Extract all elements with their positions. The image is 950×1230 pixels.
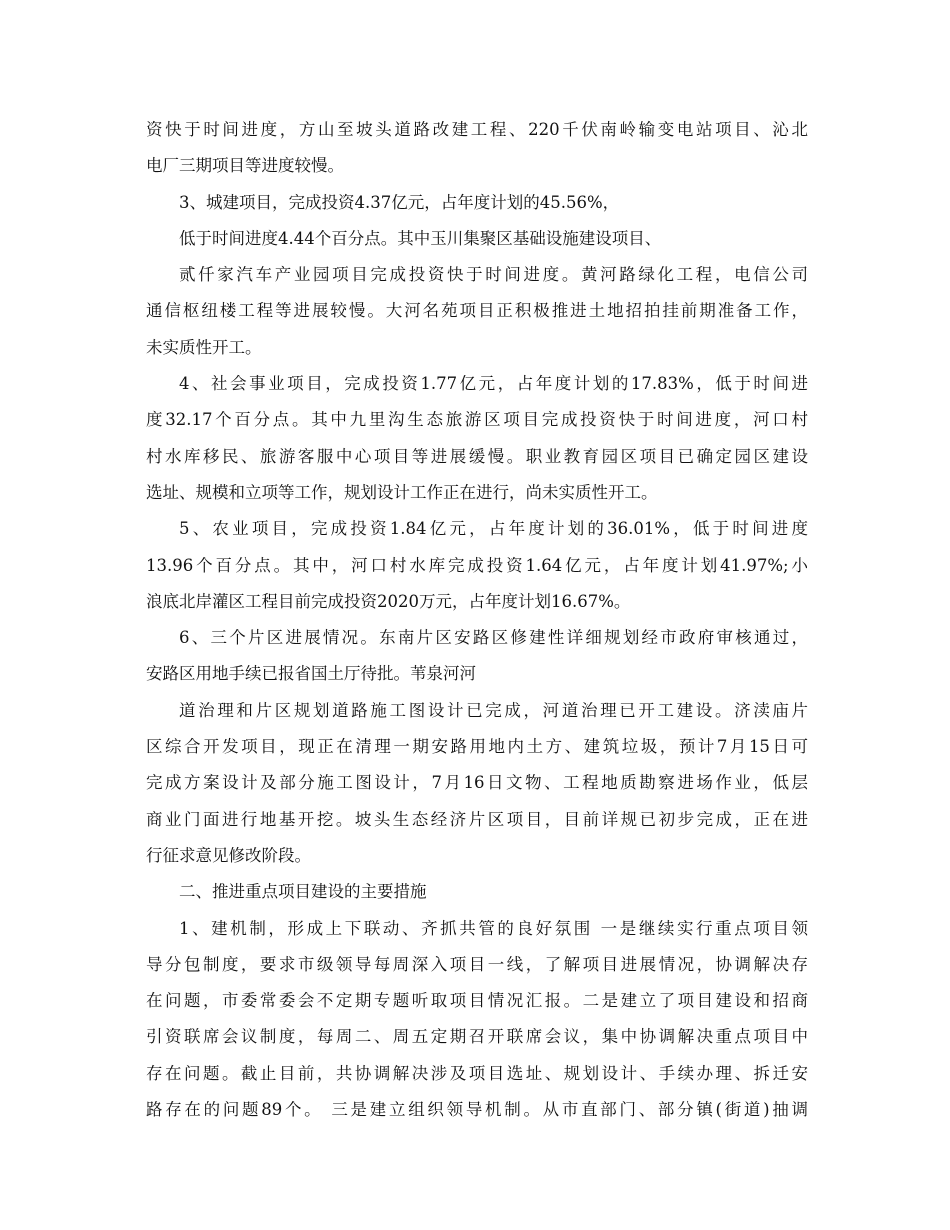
text-line: 道治理和片区规划道路施工图设计已完成，河道治理已开工建设。济渎庙片 xyxy=(179,700,808,720)
text-line: 资快于时间进度，方山至坡头道路改建工程、220千伏南岭输变电站项目、沁北 xyxy=(146,120,808,139)
text-line: 通信枢纽楼工程等进展较慢。大河名苑项目正积极推进土地招拍挂前期准备工作， xyxy=(146,301,808,321)
document-body xyxy=(146,112,808,1128)
text-line: 13.96个百分点。其中，河口村水库完成投资1.64亿元，占年度计划41.97%;小 xyxy=(146,555,808,575)
text-line: 选址、规模和立项等工作，规划设计工作正在进行，尚未实质性开工。 xyxy=(146,482,658,502)
section-heading: 二、推进重点项目建设的主要措施 xyxy=(179,882,427,902)
text-line: 低于时间进度4.44个百分点。其中玉川集聚区基础设施建设项目、 xyxy=(179,228,662,248)
text-line: 1、建机制，形成上下联动、齐抓共管的良好氛围 一是继续实行重点项目领 xyxy=(179,918,808,938)
text-line: 浪底北岸灌区工程目前完成投资2020万元，占年度计划16.67%。 xyxy=(146,591,631,611)
text-line: 电厂三期项目等进度较慢。 xyxy=(146,156,344,176)
text-line: 行征求意见修改阶段。 xyxy=(146,845,311,865)
text-line: 引资联席会议制度，每周二、周五定期召开联席会议，集中协调解决重点项目中 xyxy=(146,1027,808,1047)
text-line: 6、三个片区进展情况。东南片区安路区修建性详细规划经市政府审核通过， xyxy=(179,628,808,648)
text-line: 区综合开发项目，现正在清理一期安路用地内土方、建筑垃圾，预计7月15日可 xyxy=(146,737,808,757)
text-line: 度32.17个百分点。其中九里沟生态旅游区项目完成投资快于时间进度，河口村 xyxy=(146,410,808,430)
text-line: 安路区用地手续已报省国土厅待批。苇泉河河 xyxy=(146,664,476,684)
text-line: 5、农业项目，完成投资1.84亿元，占年度计划的36.01%，低于时间进度 xyxy=(179,519,808,539)
text-line: 路存在的问题89个。 三是建立组织领导机制。从市直部门、部分镇(街道)抽调 xyxy=(146,1100,808,1120)
text-line: 未实质性开工。 xyxy=(146,337,262,357)
text-line: 商业门面进行地基开挖。坡头生态经济片区项目，目前详规已初步完成，正在进 xyxy=(146,809,808,829)
text-line: 存在问题。截止目前，共协调解决涉及项目选址、规划设计、手续办理、拆迁安 xyxy=(146,1063,808,1083)
text-line: 3、城建项目，完成投资4.37亿元，占年度计划的45.56%， xyxy=(179,192,620,212)
text-line: 在问题，市委常委会不定期专题听取项目情况汇报。二是建立了项目建设和招商 xyxy=(146,991,808,1011)
text-line: 贰仟家汽车产业园项目完成投资快于时间进度。黄河路绿化工程，电信公司 xyxy=(179,265,808,285)
text-line: 4、社会事业项目，完成投资1.77亿元，占年度计划的17.83%，低于时间进 xyxy=(179,374,808,394)
text-line: 完成方案设计及部分施工图设计，7月16日文物、工程地质勘察进场作业，低层 xyxy=(146,773,808,793)
text-line: 导分包制度，要求市级领导每周深入项目一线，了解项目进展情况，协调解决存 xyxy=(146,954,808,974)
text-line: 村水库移民、旅游客服中心项目等进展缓慢。职业教育园区项目已确定园区建设 xyxy=(146,446,808,466)
